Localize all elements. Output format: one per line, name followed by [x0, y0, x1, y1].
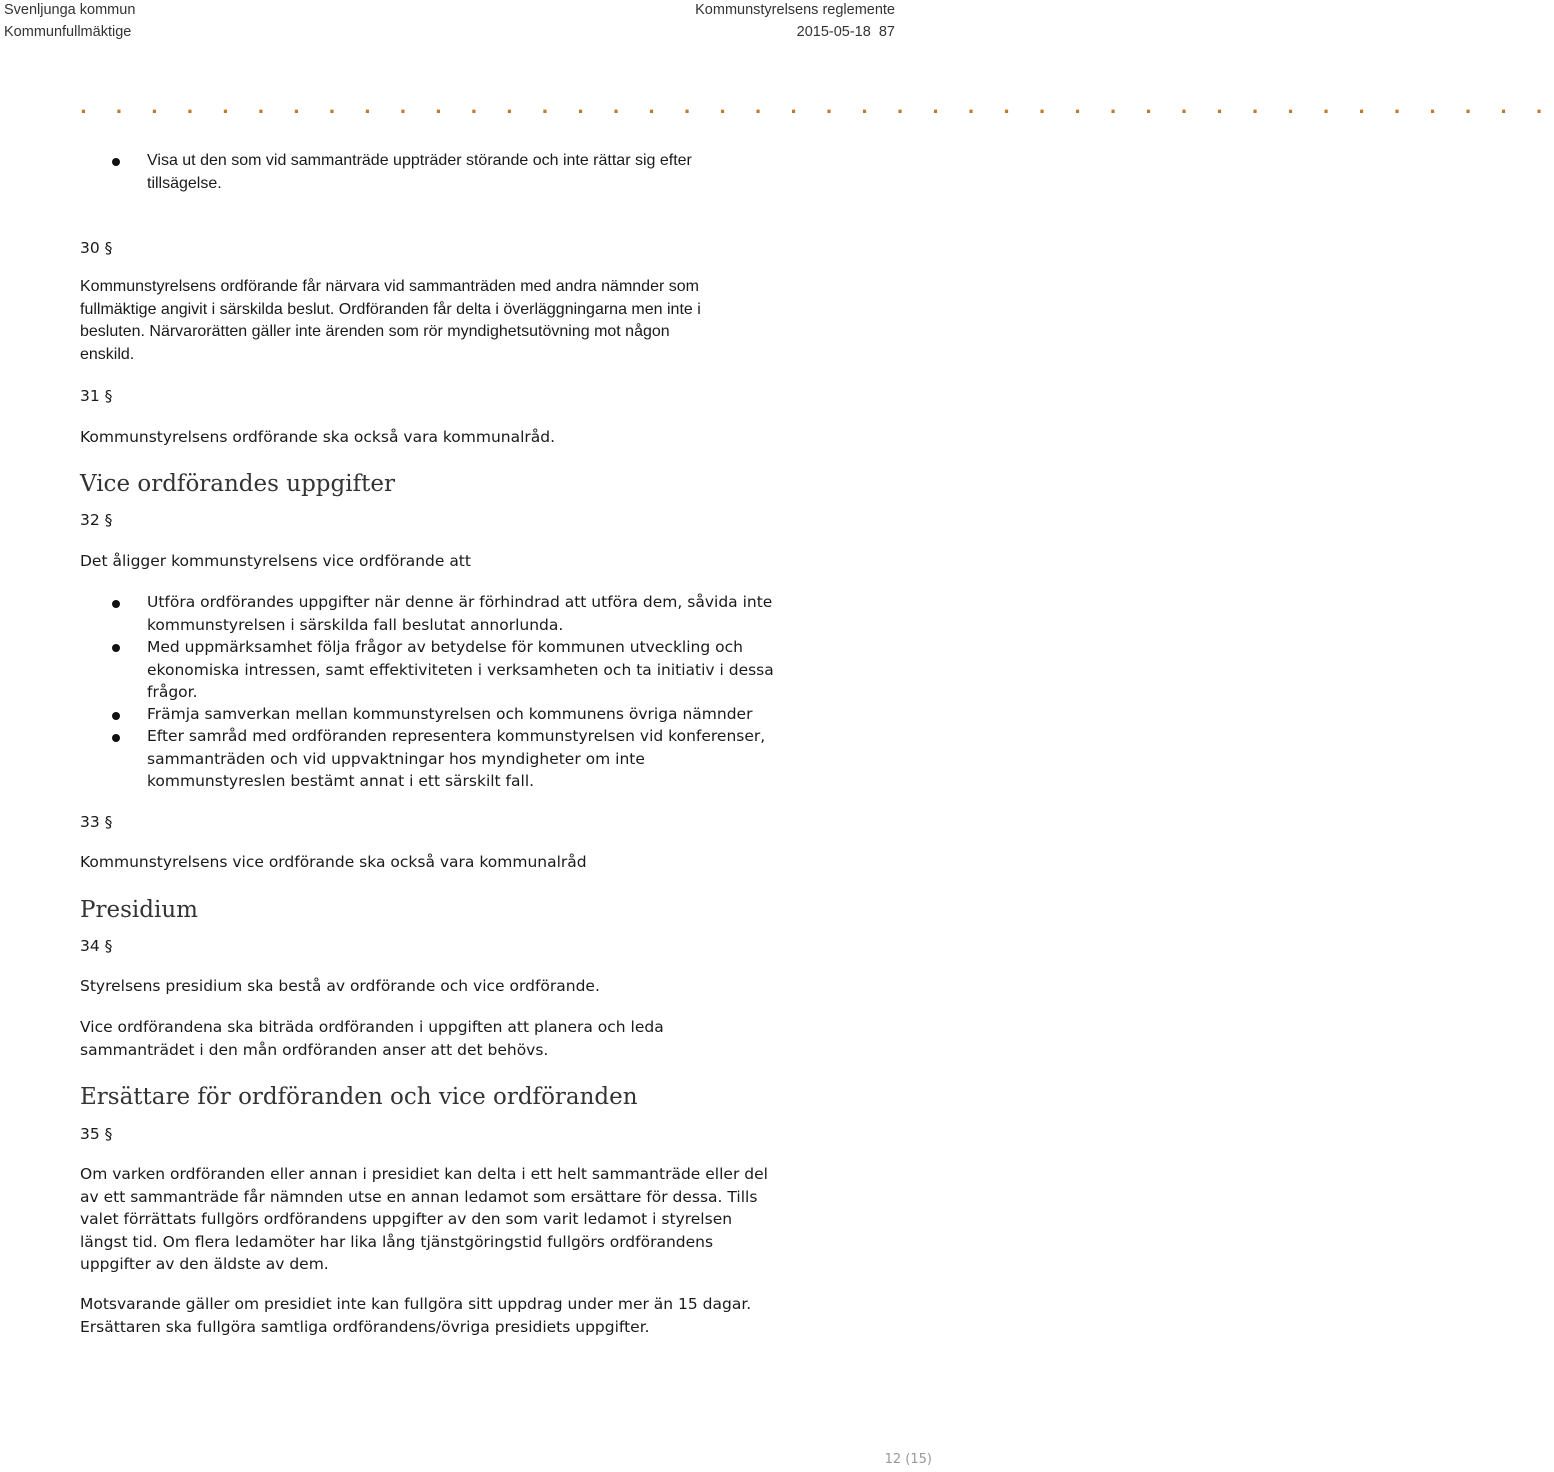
section-31-text: Kommunstyrelsens ordförande ska också vara kommunalråd.: [80, 428, 556, 446]
section-35-number: 35 §: [80, 1125, 113, 1143]
header-org: Svenljunga kommun: [4, 2, 136, 18]
section-35-paragraph-2: Motsvarande gäller om presidiet inte kan fullgöra sitt uppdrag under mer än 15 dagar. Ersättaren ska fullgöra samtliga ordförandens/övriga presidiets uppgifter.: [80, 1295, 752, 1336]
section-34-paragraph-2: Vice ordförandena ska biträda ordföranden i uppgiften att planera och leda sammanträdet i den mån ordföranden anser att det behövs.: [80, 1018, 664, 1059]
section-32-bullet-3: Främja samverkan mellan kommunstyrelsen och kommunens övriga nämnder: [147, 705, 753, 723]
heading-presidium: Presidium: [80, 897, 198, 923]
bullet-marker: [112, 712, 120, 720]
section-34-number: 34 §: [80, 937, 113, 955]
section-30-number: 30 §: [80, 239, 113, 257]
section-32-bullet-4: Efter samråd med ordföranden representera kommunstyrelsen vid konferenser, sammanträden och vid uppvaktningar hos myndigheter om inte kommunstyreslen bestämt annat i ett särskilt fall.: [147, 727, 766, 790]
section-34-paragraph-1: Styrelsens presidium ska bestå av ordförande och vice ordförande.: [80, 977, 600, 995]
heading-vice-ordforande: Vice ordförandes uppgifter: [80, 471, 395, 497]
section-31-number: 31 §: [80, 387, 113, 405]
bullet-marker: [112, 644, 120, 652]
bullet-marker: [112, 158, 120, 166]
header-doc-title: Kommunstyrelsens reglemente: [695, 2, 895, 18]
bullet-marker: [112, 600, 120, 608]
section-35-paragraph-1: Om varken ordföranden eller annan i presidiet kan delta i ett helt sammanträde eller del av ett sammanträde får nämnden utse en annan ledamot som ersättare för dessa. Tills valet förrättats fullgörs ordförandens uppgifter av den som varit ledamot i styrelsen längst tid. Om flera ledamöter har lika lång tjänstgöringstid fullgörs ordförandens uppgifter av den äldste av dem.: [80, 1165, 768, 1273]
section-30-text: Kommunstyrelsens ordförande får närvara vid sammanträden med andra nämnder som fullmäktige angivit i särskilda beslut. Ordföranden får delta i överläggningarna men inte i besluten. Närvarorätten gäller inte ärenden som rör myndighetsutövning mot någon enskild.: [80, 278, 701, 363]
heading-ersattare: Ersättare för ordföranden och vice ordföranden: [80, 1084, 638, 1110]
section-32-bullet-2: Med uppmärksamhet följa frågor av betydelse för kommunen utveckling och ekonomiska intressen, samt effektiviteten i verksamheten och ta initiativ i dessa frågor.: [147, 638, 774, 701]
section-32-number: 32 §: [80, 511, 113, 529]
header-date-page: 2015-05-18 87: [796, 24, 895, 40]
header-body: Kommunfullmäktige: [4, 24, 132, 40]
bullet-marker: [112, 734, 120, 742]
dotted-divider: . . . . . . . . . . . . . . . . . . . . . . . . . . . . . . . . . . . . . . . . . .: [80, 97, 1554, 118]
section-33-text: Kommunstyrelsens vice ordförande ska också vara kommunalråd: [80, 853, 587, 871]
intro-bullet-text: Visa ut den som vid sammanträde uppträder störande och inte rättar sig efter tillsägelse.: [147, 152, 692, 192]
section-32-bullet-1: Utföra ordförandes uppgifter när denne är förhindrad att utföra dem, såvida inte kommunstyrelsen i särskilda fall beslutat annorlunda.: [147, 593, 773, 634]
section-32-intro: Det åligger kommunstyrelsens vice ordförande att: [80, 552, 471, 570]
section-33-number: 33 §: [80, 813, 113, 831]
page-number: 12 (15): [884, 1452, 932, 1467]
